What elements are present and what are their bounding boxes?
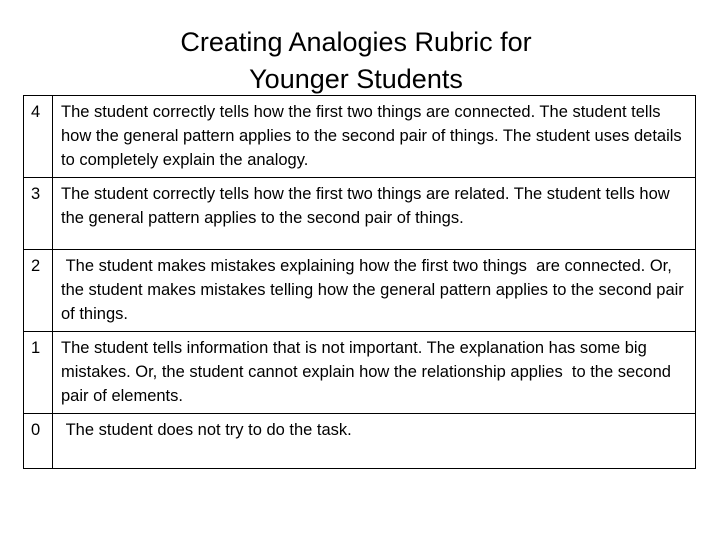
score-cell: 1 [24, 332, 53, 414]
score-cell: 0 [24, 414, 53, 469]
page-title [0, 24, 712, 98]
score-cell: 2 [24, 250, 53, 332]
rubric-row-4 [24, 96, 696, 178]
description-cell: The student makes mistakes explaining how the first two things are connected. Or, the student makes mistakes telling how the general pattern applies to the second pair of things. [53, 250, 696, 332]
rubric-row-3 [24, 178, 696, 250]
description-cell: The student does not try to do the task. [53, 414, 696, 469]
rubric-row-1 [24, 332, 696, 414]
score-cell: 4 [24, 96, 53, 178]
rubric-row-0 [24, 414, 696, 469]
description-cell: The student correctly tells how the first two things are connected. The student tells how the general pattern applies to the second pair of things. The student uses details to completely explain the analogy. [53, 96, 696, 178]
description-cell: The student tells information that is not important. The explanation has some big mistakes. Or, the student cannot explain how the relationship applies to the second pair of elements. [53, 332, 696, 414]
description-cell: The student correctly tells how the first two things are related. The student tells how the general pattern applies to the second pair of things. [53, 178, 696, 250]
rubric-row-2 [24, 250, 696, 332]
score-cell: 3 [24, 178, 53, 250]
title-line-1: Creating Analogies Rubric for [180, 27, 532, 58]
rubric-table [23, 95, 696, 469]
title-line-2: Younger Students [249, 64, 463, 95]
